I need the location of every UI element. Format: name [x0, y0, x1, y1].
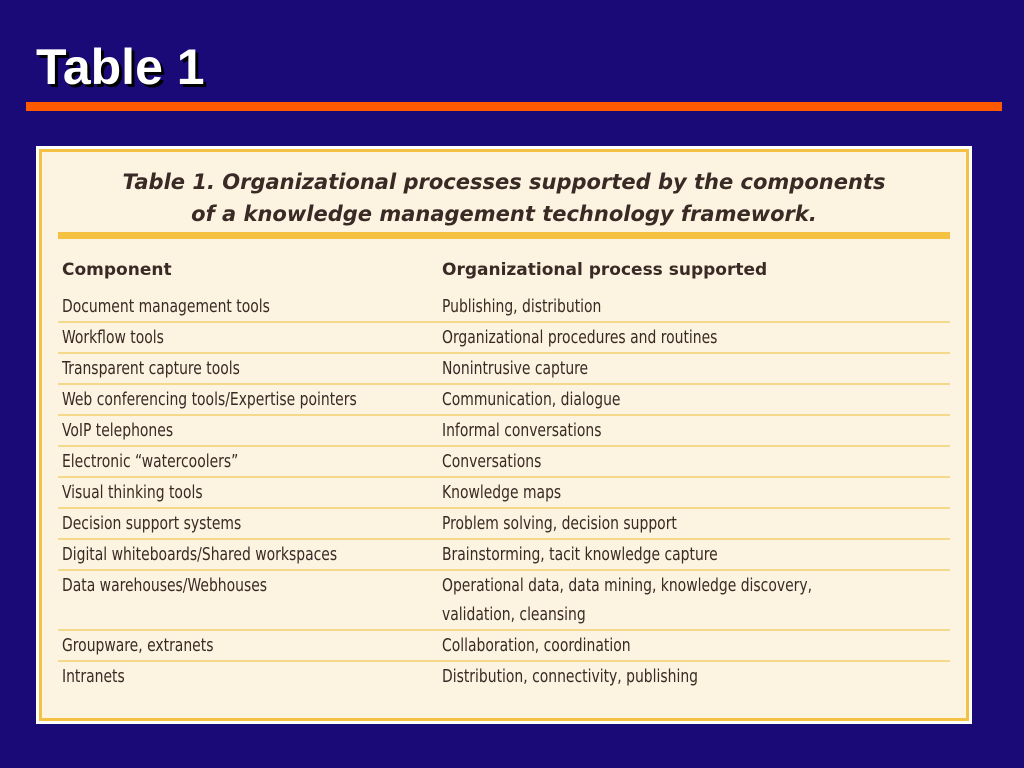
table-caption-line-2: of a knowledge management technology framework. [191, 202, 817, 226]
cell-component: Electronic “watercoolers” [62, 451, 239, 472]
cell-component: Intranets [62, 666, 125, 687]
table-row [58, 323, 950, 354]
cell-component: VoIP telephones [62, 420, 174, 441]
table-row [58, 292, 950, 323]
cell-process: Informal conversations [442, 420, 602, 441]
table-image-panel [36, 146, 972, 724]
table-row [58, 447, 950, 478]
table-row [58, 416, 950, 447]
table-header-row [58, 260, 950, 290]
table-row [58, 540, 950, 571]
table-row [58, 478, 950, 509]
cell-process-continued: validation, cleansing [442, 604, 586, 625]
cell-component: Visual thinking tools [62, 482, 203, 503]
column-header-process: Organizational process supported [442, 260, 768, 280]
cell-process: Conversations [442, 451, 542, 472]
cell-process: Brainstorming, tacit knowledge capture [442, 544, 718, 565]
caption-divider [58, 232, 950, 239]
table-row [58, 509, 950, 540]
table-row [58, 571, 950, 631]
cell-process: Communication, dialogue [442, 389, 621, 410]
slide-title: Table 1 [36, 39, 205, 95]
cell-process: Knowledge maps [442, 482, 562, 503]
cell-component: Digital whiteboards/Shared workspaces [62, 544, 338, 565]
column-header-component: Component [62, 260, 172, 280]
title-underline [26, 102, 1002, 111]
table-row [58, 662, 950, 691]
cell-process: Organizational procedures and routines [442, 327, 718, 348]
cell-component: Decision support systems [62, 513, 242, 534]
table-caption-line-1: Table 1. Organizational processes supported by the components [122, 170, 886, 194]
table-caption [42, 166, 966, 230]
cell-component: Groupware, extranets [62, 635, 214, 656]
table-body [58, 292, 950, 691]
table-frame [39, 149, 969, 721]
table-row [58, 385, 950, 416]
cell-component: Data warehouses/Webhouses [62, 575, 268, 596]
cell-component: Web conferencing tools/Expertise pointers [62, 389, 357, 410]
cell-component: Document management tools [62, 296, 270, 317]
cell-component: Transparent capture tools [62, 358, 240, 379]
cell-process: Nonintrusive capture [442, 358, 589, 379]
cell-process: Publishing, distribution [442, 296, 602, 317]
table-row [58, 354, 950, 385]
table-row [58, 631, 950, 662]
cell-process: Collaboration, coordination [442, 635, 631, 656]
cell-component: Workflow tools [62, 327, 164, 348]
cell-process: Distribution, connectivity, publishing [442, 666, 699, 687]
cell-process: Operational data, data mining, knowledge discovery, [442, 575, 813, 596]
cell-process: Problem solving, decision support [442, 513, 677, 534]
